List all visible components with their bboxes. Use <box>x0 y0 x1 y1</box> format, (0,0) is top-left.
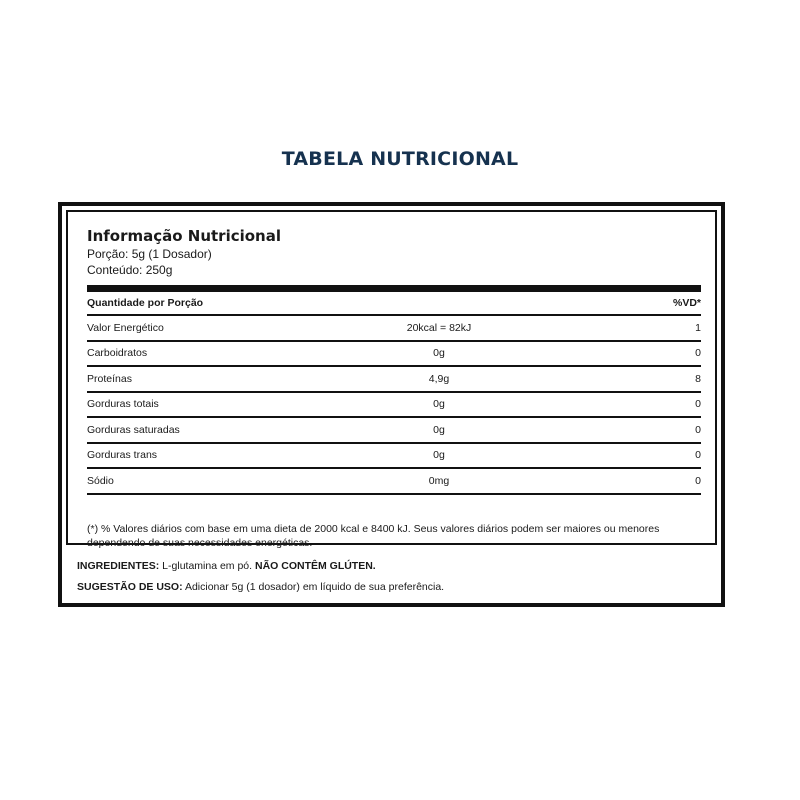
nutrient-vd: 1 <box>695 321 701 334</box>
table-header-row <box>87 292 701 316</box>
portion-text: Porção: 5g (1 Dosador) <box>87 247 212 261</box>
content-text: Conteúdo: 250g <box>87 263 173 277</box>
nutrient-name: Carboidratos <box>87 347 148 360</box>
nutrition-facts-box <box>66 210 717 549</box>
ingredients-text: L-glutamina em pó. <box>159 560 255 572</box>
table-row <box>87 316 701 342</box>
usage-text: Adicionar 5g (1 dosador) em líquido de sua preferência. <box>182 581 445 593</box>
nutrient-vd: 0 <box>695 423 701 436</box>
header-quantity: Quantidade por Porção <box>87 297 204 309</box>
table-row <box>87 367 701 393</box>
nutrient-amount: 0mg <box>428 474 450 487</box>
nutrient-name: Proteínas <box>87 372 132 385</box>
nutrient-amount: 0g <box>433 423 445 436</box>
nutrient-name: Gorduras totais <box>87 398 159 411</box>
nutrient-amount: 20kcal = 82kJ <box>406 321 472 334</box>
usage-label: SUGESTÃO DE USO: <box>77 581 183 593</box>
thick-divider <box>87 285 701 292</box>
ingredients-label: INGREDIENTES: <box>77 560 160 572</box>
page-title: TABELA NUTRICIONAL <box>281 148 519 170</box>
table-row <box>87 469 701 495</box>
table-row <box>87 418 701 444</box>
info-title: Informação Nutricional <box>87 227 282 245</box>
footnote: (*) % Valores diários com base em uma dieta de 2000 kcal e 8400 kJ. Seus valores diários podem ser maiores ou menores dependendo de suas necessidades energéticas. <box>87 522 660 549</box>
nutrient-amount: 0g <box>433 449 445 462</box>
table-row <box>87 444 701 470</box>
header-vd: %VD* <box>672 297 701 309</box>
nutrition-facts-panel <box>87 226 701 550</box>
nutrition-label-outer-frame <box>58 202 725 607</box>
nutrient-name: Valor Energético <box>87 321 164 334</box>
table-row <box>87 342 701 368</box>
nutrient-vd: 0 <box>695 449 701 462</box>
nutrient-vd: 8 <box>695 372 701 385</box>
nutrient-vd: 0 <box>695 398 701 411</box>
nutrient-name: Sódio <box>87 474 114 487</box>
table-row <box>87 393 701 419</box>
nutrient-name: Gorduras trans <box>87 449 158 462</box>
ingredients-line <box>77 558 717 579</box>
nutrient-vd: 0 <box>695 474 701 487</box>
nutrient-name: Gorduras saturadas <box>87 423 180 436</box>
gluten-notice: NÃO CONTÊM GLÚTEN. <box>254 560 376 572</box>
nutrient-amount: 0g <box>433 347 445 360</box>
nutrient-amount: 4,9g <box>428 372 450 385</box>
nutrient-vd: 0 <box>695 347 701 360</box>
usage-line <box>77 579 717 600</box>
extra-info <box>77 558 717 600</box>
nutrient-amount: 0g <box>433 398 445 411</box>
